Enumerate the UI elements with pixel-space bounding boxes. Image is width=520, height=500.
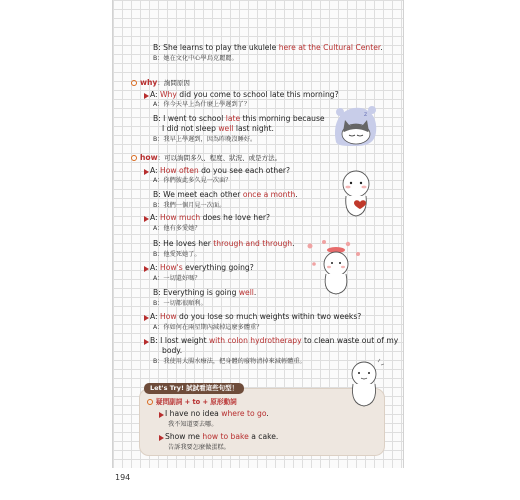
example-sentence: B: She learns to play the ukulele here at the Cultural Center. — [153, 43, 383, 52]
grammar-rule: 疑問副詞 + to + 原形動詞 — [156, 398, 237, 406]
section-bullet-icon — [131, 155, 137, 161]
arrow-bullet-icon — [144, 169, 149, 175]
example-sentence: A: How often do you see each other? — [150, 166, 291, 175]
translation: B：我們一個月見一次面。 — [153, 202, 226, 209]
arrow-bullet-icon — [144, 266, 149, 272]
translation: A：你們彼此多久見一次面？ — [153, 177, 232, 184]
arrow-bullet-icon — [144, 339, 149, 345]
translation: B：他愛死她了。 — [153, 251, 201, 258]
example-sentence: I have no idea where to go. — [165, 409, 269, 418]
translation: A：一切還好嗎？ — [153, 275, 201, 282]
translation: A：他有多愛她？ — [153, 225, 201, 232]
sleepy-cat-illustration — [330, 102, 380, 148]
arrow-bullet-icon — [159, 435, 164, 441]
translation: A：你今天早上為什麼上學遲到了？ — [153, 101, 251, 108]
translation: 我不知道要去哪。 — [168, 421, 218, 428]
example-sentence: B: He loves her through and through. — [153, 239, 295, 248]
example-sentence: body. — [162, 346, 183, 355]
example-sentence: B: I lost weight with colon hydrotherapy to clean waste out of my — [150, 336, 399, 345]
section-heading-how: how：可以詢問多久、程度、狀況、或是方法。 — [140, 153, 282, 162]
translation: A：你如何在兩星期內減掉這麼多體重？ — [153, 324, 263, 331]
character-standing-illustration — [344, 358, 384, 408]
translation: 告訴我要怎麼做蛋糕。 — [168, 444, 230, 451]
example-sentence: A: Why did you come to school late this morning? — [150, 90, 339, 99]
section-bullet-icon — [147, 399, 153, 405]
section-heading-why: why：詢問原因 — [140, 78, 190, 87]
page-number: 194 — [115, 473, 131, 482]
example-sentence: A: How much does he love her? — [150, 213, 271, 222]
arrow-bullet-icon — [144, 93, 149, 99]
translation: B：她在文化中心學烏克麗麗。 — [153, 55, 238, 62]
translation: B：一切都很順利。 — [153, 300, 207, 307]
arrow-bullet-icon — [144, 315, 149, 321]
example-sentence: A: How's everything going? — [150, 263, 254, 272]
example-sentence: Show me how to bake a cake. — [165, 432, 279, 441]
page-content — [112, 0, 402, 468]
example-sentence: A: How do you lose so much weights within two weeks? — [150, 312, 362, 321]
example-sentence: I did not sleep well last night. — [162, 124, 274, 133]
example-sentence: B: Everything is going well. — [153, 288, 257, 297]
translation: B：我早上學遲到，因為昨晚沒睡好。 — [153, 136, 257, 143]
svg-text:z: z — [364, 111, 368, 118]
translation: B：我使用大腸水療法，把身體的廢物清掉來減輕體重。 — [153, 358, 306, 365]
character-flower-illustration — [302, 238, 366, 298]
section-bullet-icon — [131, 80, 137, 86]
lets-try-heading: Let's Try! 試試看這些句型！ — [144, 383, 244, 394]
character-heart-illustration — [336, 166, 380, 222]
arrow-bullet-icon — [144, 216, 149, 222]
arrow-bullet-icon — [159, 412, 164, 418]
example-sentence: B: We meet each other once a month. — [153, 190, 298, 199]
example-sentence: B: I went to school late this morning because — [153, 114, 325, 123]
